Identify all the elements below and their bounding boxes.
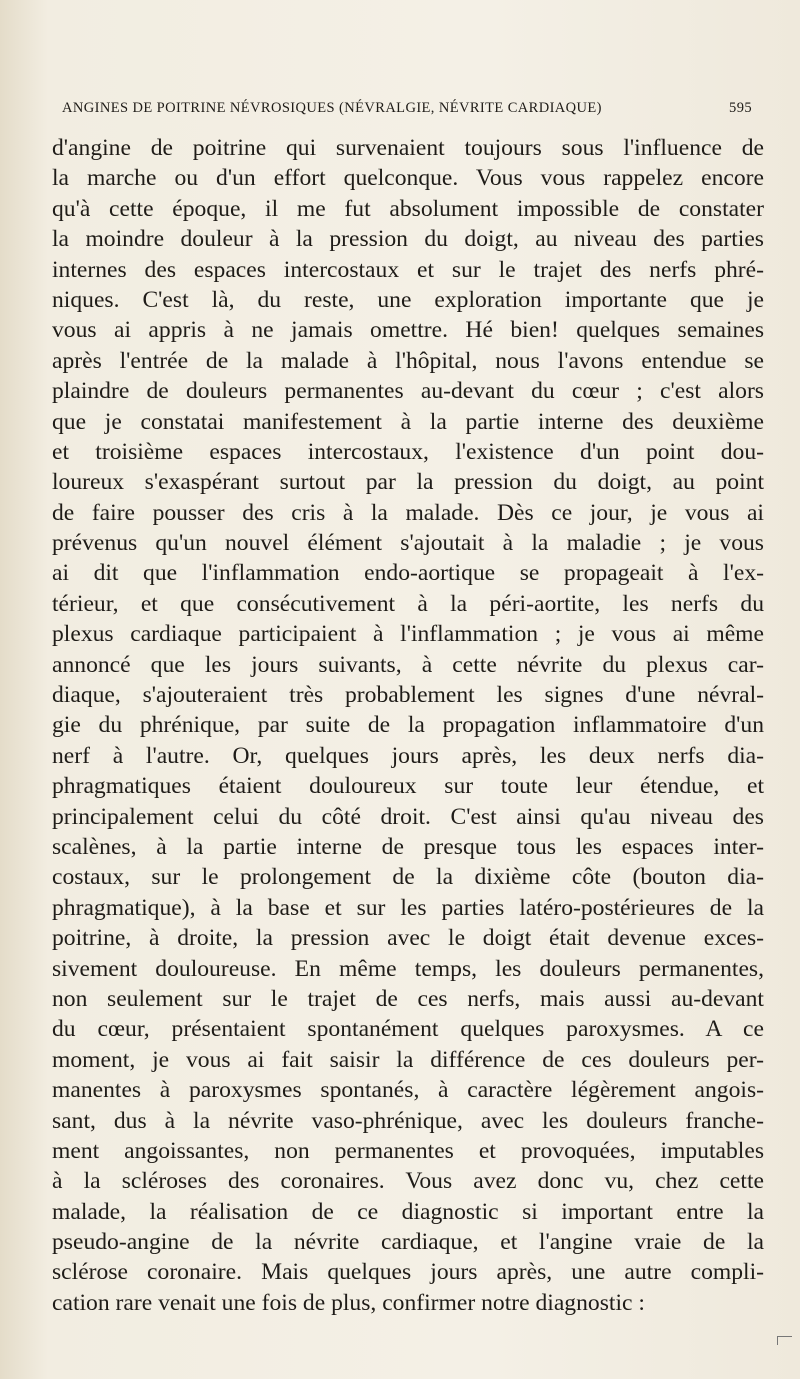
text-line: annoncé que les jours suivants, à cette névrite du plexus car- — [52, 651, 764, 678]
text-line: sivement douloureuse. En même temps, les douleurs permanentes, — [52, 955, 764, 982]
text-line: de faire pousser des cris à la malade. Dès ce jour, je vous ai — [52, 499, 764, 526]
corner-mark — [777, 1336, 792, 1345]
text-line: poitrine, à droite, la pression avec le doigt était devenue exces- — [52, 925, 764, 952]
body-text — [52, 133, 764, 1318]
text-line: térieur, et que consécutivement à la péri-aortite, les nerfs du — [52, 590, 764, 617]
text-line: moment, je vous ai fait saisir la différence de ces douleurs per- — [52, 1046, 764, 1073]
text-line: plexus cardiaque participaient à l'inflammation ; je vous ai même — [52, 621, 764, 648]
text-line: niques. C'est là, du reste, une exploration importante que je — [52, 286, 764, 313]
text-line: phragmatiques étaient douloureux sur toute leur étendue, et — [52, 773, 764, 800]
text-line: la marche ou d'un effort quelconque. Vous vous rappelez encore — [52, 165, 764, 192]
text-line: et troisième espaces intercostaux, l'existence d'un point dou- — [52, 438, 764, 465]
text-line: la moindre douleur à la pression du doigt, au niveau des parties — [52, 226, 764, 253]
text-line: phragmatique), à la base et sur les parties latéro-postérieures de la — [52, 894, 764, 921]
text-line: après l'entrée de la malade à l'hôpital, nous l'avons entendue se — [52, 347, 764, 374]
text-line: manentes à paroxysmes spontanés, à caractère légèrement angois- — [52, 1077, 764, 1104]
text-line: costaux, sur le prolongement de la dixième côte (bouton dia- — [52, 864, 764, 891]
text-line: vous ai appris à ne jamais omettre. Hé bien! quelques semaines — [52, 317, 764, 344]
text-line: diaque, s'ajouteraient très probablement les signes d'une névral- — [52, 682, 764, 709]
text-line: internes des espaces intercostaux et sur le trajet des nerfs phré- — [52, 256, 764, 283]
page-number: 595 — [729, 100, 752, 116]
text-line: du cœur, présentaient spontanément quelques paroxysmes. A ce — [52, 1016, 764, 1043]
text-line: loureux s'exaspérant surtout par la pression du doigt, au point — [52, 469, 764, 496]
text-line: d'angine de poitrine qui survenaient toujours sous l'influence de — [52, 135, 764, 161]
text-line: qu'à cette époque, il me fut absolument impossible de constater — [52, 195, 764, 222]
text-line: gie du phrénique, par suite de la propagation inflammatoire d'un — [52, 712, 764, 739]
text-line: pseudo-angine de la névrite cardiaque, et l'angine vraie de la — [52, 1229, 764, 1256]
text-line: sant, dus à la névrite vaso-phrénique, avec les douleurs franche- — [52, 1107, 764, 1134]
text-line: à la scléroses des coronaires. Vous avez donc vu, chez cette — [52, 1168, 764, 1195]
text-line: plaindre de douleurs permanentes au-devant du cœur ; c'est alors — [52, 378, 764, 405]
text-line: ment angoissantes, non permanentes et provoquées, imputables — [52, 1137, 764, 1164]
text-line: que je constatai manifestement à la partie interne des deuxième — [52, 408, 764, 435]
text-line: principalement celui du côté droit. C'est ainsi qu'au niveau des — [52, 803, 764, 830]
text-line: cation rare venait une fois de plus, confirmer notre diagnostic : — [52, 1289, 645, 1316]
text-line: prévenus qu'un nouvel élément s'ajoutait à la maladie ; je vous — [52, 530, 764, 557]
running-header — [62, 100, 752, 117]
text-line: ai dit que l'inflammation endo-aortique se propageait à l'ex- — [52, 560, 764, 587]
text-line: non seulement sur le trajet de ces nerfs, mais aussi au-devant — [52, 985, 764, 1012]
text-line: malade, la réalisation de ce diagnostic si important entre la — [52, 1198, 764, 1225]
text-line: sclérose coronaire. Mais quelques jours après, une autre compli- — [52, 1259, 764, 1286]
text-line: nerf à l'autre. Or, quelques jours après, les deux nerfs dia- — [52, 742, 764, 769]
running-title: ANGINES DE POITRINE NÉVROSIQUES (NÉVRALGIE, NÉVRITE CARDIAQUE) — [62, 100, 602, 116]
text-line: scalènes, à la partie interne de presque tous les espaces inter- — [52, 833, 764, 860]
